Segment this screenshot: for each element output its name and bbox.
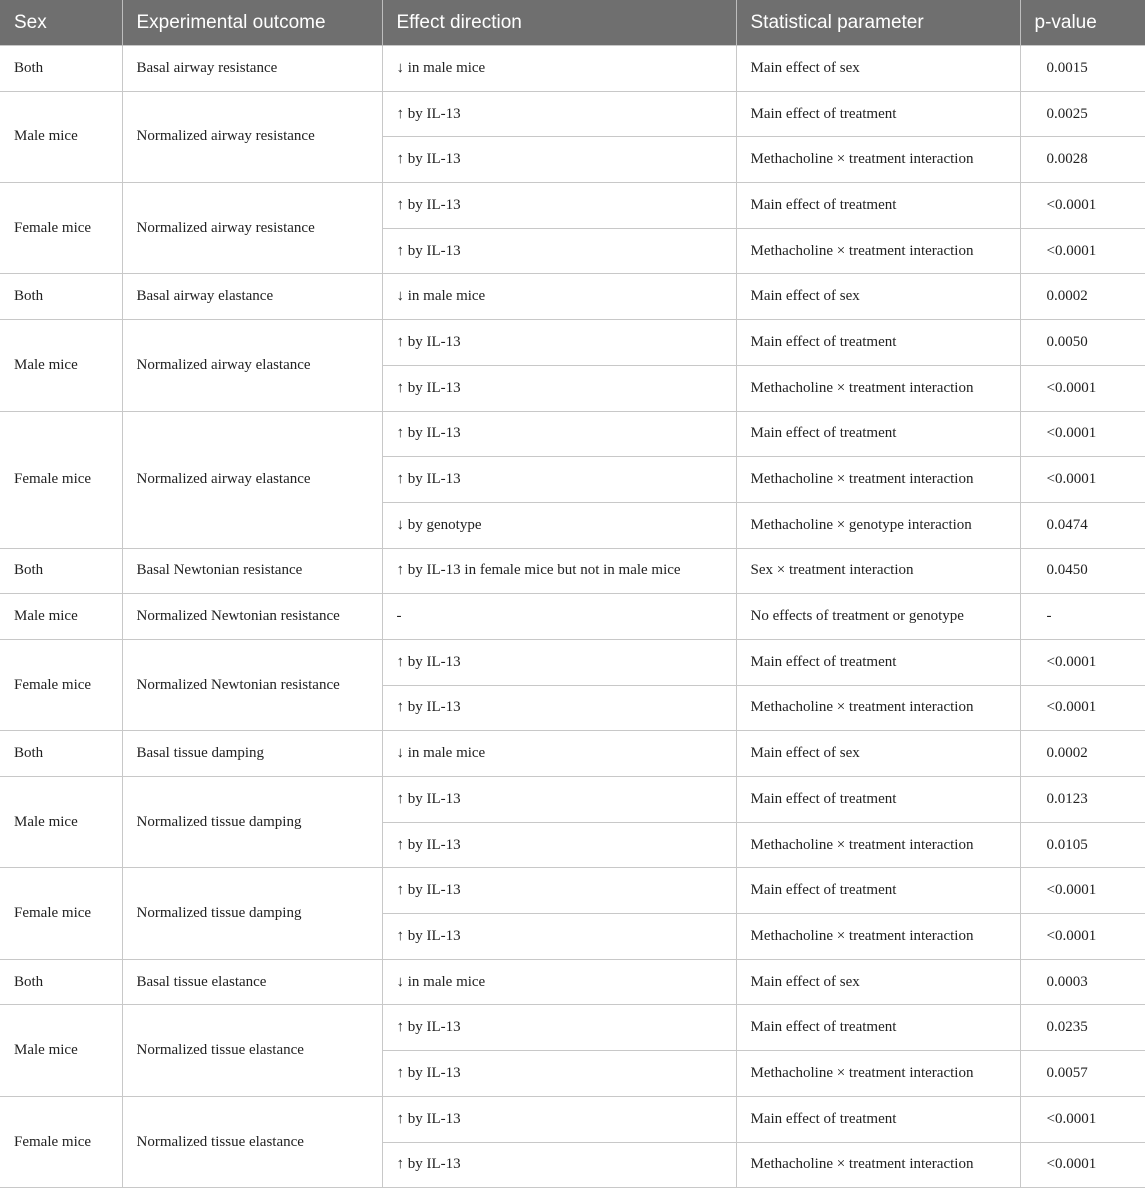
header-statistical-parameter: Statistical parameter [736,0,1020,46]
table-row [0,548,1145,594]
cell-effect-direction: ↑ by IL-13 [382,228,736,274]
cell-statistical-parameter: Main effect of sex [736,274,1020,320]
table-header [0,0,1145,46]
cell-effect-direction: ↑ by IL-13 [382,1096,736,1142]
cell-statistical-parameter: Methacholine × treatment interaction [736,914,1020,960]
cell-statistical-parameter: No effects of treatment or genotype [736,594,1020,640]
cell-statistical-parameter: Main effect of treatment [736,1096,1020,1142]
cell-pvalue: 0.0003 [1020,959,1145,1005]
table-row [0,183,1145,229]
cell-statistical-parameter: Main effect of treatment [736,777,1020,823]
header-sex: Sex [0,0,122,46]
cell-effect-direction: ↓ in male mice [382,46,736,92]
cell-pvalue: <0.0001 [1020,914,1145,960]
table-row [0,274,1145,320]
cell-experimental-outcome: Basal airway elastance [122,274,382,320]
cell-experimental-outcome: Basal tissue elastance [122,959,382,1005]
cell-statistical-parameter: Methacholine × treatment interaction [736,822,1020,868]
cell-sex: Female mice [0,411,122,548]
cell-effect-direction: ↑ by IL-13 [382,1005,736,1051]
cell-pvalue: <0.0001 [1020,685,1145,731]
cell-sex: Male mice [0,320,122,411]
cell-effect-direction: ↑ by IL-13 [382,91,736,137]
table-row [0,411,1145,457]
cell-effect-direction: ↑ by IL-13 [382,320,736,366]
cell-statistical-parameter: Methacholine × genotype interaction [736,502,1020,548]
cell-pvalue: 0.0235 [1020,1005,1145,1051]
cell-pvalue: 0.0057 [1020,1051,1145,1097]
cell-statistical-parameter: Methacholine × treatment interaction [736,685,1020,731]
cell-sex: Both [0,46,122,92]
cell-pvalue: <0.0001 [1020,1096,1145,1142]
table-row [0,777,1145,823]
cell-sex: Both [0,731,122,777]
cell-effect-direction: ↑ by IL-13 [382,685,736,731]
cell-experimental-outcome: Normalized airway resistance [122,91,382,182]
table-row [0,1096,1145,1142]
cell-experimental-outcome: Normalized airway elastance [122,411,382,548]
cell-effect-direction: ↑ by IL-13 [382,137,736,183]
cell-effect-direction: ↑ by IL-13 [382,457,736,503]
cell-sex: Male mice [0,1005,122,1096]
cell-experimental-outcome: Normalized airway resistance [122,183,382,274]
table-row [0,1005,1145,1051]
cell-pvalue: 0.0002 [1020,274,1145,320]
cell-statistical-parameter: Sex × treatment interaction [736,548,1020,594]
cell-statistical-parameter: Main effect of treatment [736,320,1020,366]
cell-effect-direction: ↑ by IL-13 [382,1142,736,1188]
header-row [0,0,1145,46]
cell-sex: Both [0,274,122,320]
cell-effect-direction: ↑ by IL-13 [382,777,736,823]
cell-pvalue: 0.0123 [1020,777,1145,823]
cell-statistical-parameter: Main effect of sex [736,959,1020,1005]
cell-experimental-outcome: Basal tissue damping [122,731,382,777]
cell-statistical-parameter: Main effect of treatment [736,639,1020,685]
cell-statistical-parameter: Main effect of sex [736,46,1020,92]
cell-statistical-parameter: Main effect of treatment [736,1005,1020,1051]
cell-statistical-parameter: Main effect of treatment [736,183,1020,229]
table-row [0,46,1145,92]
table-row [0,868,1145,914]
cell-experimental-outcome: Normalized Newtonian resistance [122,594,382,640]
cell-pvalue: 0.0028 [1020,137,1145,183]
cell-sex: Both [0,959,122,1005]
cell-sex: Female mice [0,1096,122,1187]
cell-experimental-outcome: Normalized tissue damping [122,868,382,959]
cell-effect-direction: ↑ by IL-13 [382,365,736,411]
cell-statistical-parameter: Main effect of treatment [736,411,1020,457]
cell-pvalue: <0.0001 [1020,228,1145,274]
header-p-value: p-value [1020,0,1145,46]
table-row [0,959,1145,1005]
cell-effect-direction: ↓ in male mice [382,959,736,1005]
cell-experimental-outcome: Basal airway resistance [122,46,382,92]
table-row [0,594,1145,640]
header-experimental-outcome: Experimental outcome [122,0,382,46]
table-body [0,46,1145,1188]
cell-statistical-parameter: Methacholine × treatment interaction [736,1051,1020,1097]
cell-pvalue: <0.0001 [1020,1142,1145,1188]
cell-statistical-parameter: Methacholine × treatment interaction [736,1142,1020,1188]
cell-statistical-parameter: Main effect of sex [736,731,1020,777]
cell-effect-direction: ↑ by IL-13 [382,1051,736,1097]
cell-effect-direction: - [382,594,736,640]
cell-effect-direction: ↑ by IL-13 [382,868,736,914]
table-row [0,731,1145,777]
cell-effect-direction: ↓ in male mice [382,731,736,777]
cell-pvalue: 0.0015 [1020,46,1145,92]
cell-statistical-parameter: Methacholine × treatment interaction [736,228,1020,274]
cell-sex: Female mice [0,639,122,730]
cell-effect-direction: ↓ by genotype [382,502,736,548]
cell-statistical-parameter: Methacholine × treatment interaction [736,365,1020,411]
cell-experimental-outcome: Normalized tissue elastance [122,1005,382,1096]
cell-effect-direction: ↑ by IL-13 [382,639,736,685]
cell-sex: Female mice [0,868,122,959]
cell-effect-direction: ↑ by IL-13 [382,822,736,868]
cell-effect-direction: ↑ by IL-13 [382,183,736,229]
cell-pvalue: 0.0105 [1020,822,1145,868]
cell-pvalue: 0.0450 [1020,548,1145,594]
cell-statistical-parameter: Methacholine × treatment interaction [736,457,1020,503]
cell-sex: Male mice [0,91,122,182]
cell-sex: Male mice [0,777,122,868]
cell-pvalue: 0.0050 [1020,320,1145,366]
table-row [0,320,1145,366]
cell-effect-direction: ↑ by IL-13 in female mice but not in male mice [382,548,736,594]
cell-experimental-outcome: Basal Newtonian resistance [122,548,382,594]
cell-effect-direction: ↓ in male mice [382,274,736,320]
cell-experimental-outcome: Normalized Newtonian resistance [122,639,382,730]
cell-pvalue: 0.0002 [1020,731,1145,777]
cell-pvalue: <0.0001 [1020,868,1145,914]
cell-pvalue: <0.0001 [1020,411,1145,457]
cell-experimental-outcome: Normalized tissue elastance [122,1096,382,1187]
cell-experimental-outcome: Normalized tissue damping [122,777,382,868]
cell-pvalue: <0.0001 [1020,457,1145,503]
cell-pvalue: 0.0474 [1020,502,1145,548]
table-row [0,91,1145,137]
cell-pvalue: - [1020,594,1145,640]
cell-statistical-parameter: Methacholine × treatment interaction [736,137,1020,183]
cell-sex: Both [0,548,122,594]
table-row [0,639,1145,685]
cell-sex: Female mice [0,183,122,274]
cell-pvalue: <0.0001 [1020,639,1145,685]
cell-statistical-parameter: Main effect of treatment [736,868,1020,914]
cell-pvalue: <0.0001 [1020,365,1145,411]
header-effect-direction: Effect direction [382,0,736,46]
cell-experimental-outcome: Normalized airway elastance [122,320,382,411]
cell-pvalue: 0.0025 [1020,91,1145,137]
cell-statistical-parameter: Main effect of treatment [736,91,1020,137]
cell-effect-direction: ↑ by IL-13 [382,914,736,960]
cell-pvalue: <0.0001 [1020,183,1145,229]
cell-effect-direction: ↑ by IL-13 [382,411,736,457]
cell-sex: Male mice [0,594,122,640]
